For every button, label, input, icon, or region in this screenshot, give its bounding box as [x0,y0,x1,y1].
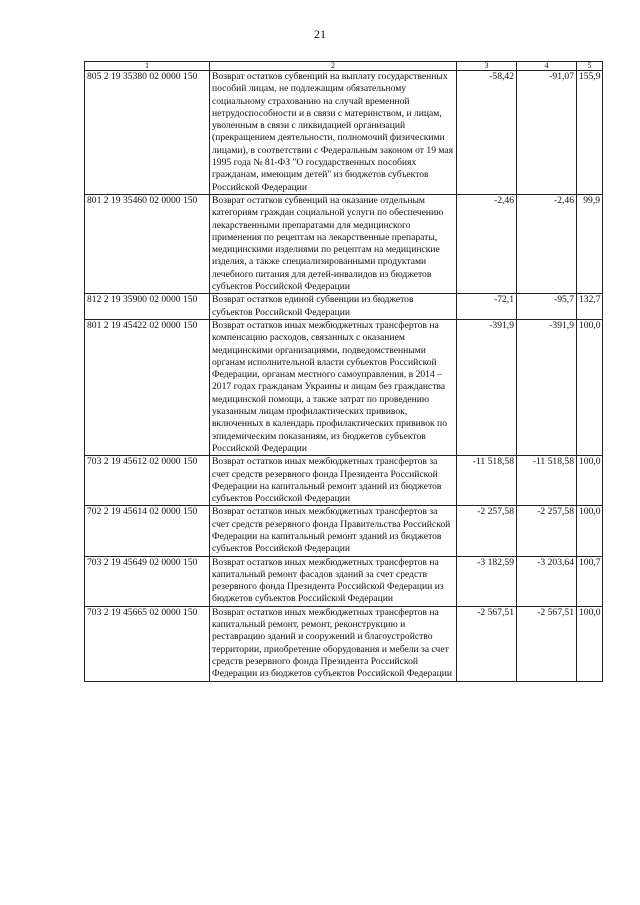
amount-approved-cell: -2,46 [457,194,517,293]
percent-executed-cell: 100,7 [577,556,603,606]
budget-code-cell: 801 2 19 45422 02 0000 150 [85,319,210,455]
table-row [85,456,603,506]
budget-code-cell: 812 2 19 35900 02 0000 150 [85,294,210,320]
column-header: 3 [457,62,517,71]
amount-approved-cell: -391,9 [457,319,517,455]
column-header: 2 [210,62,457,71]
amount-executed-cell: -2 567,51 [517,606,577,681]
description-cell: Возврат остатков иных межбюджетных трансфертов на капитальный ремонт фасадов зданий за счет средств резервного фонда Президента Российской Федерации из бюджетов субъектов Российской Федерации [210,556,457,606]
description-cell: Возврат остатков единой субвенции из бюджетов субъектов Российской Федерации [210,294,457,320]
description-cell: Возврат остатков иных межбюджетных трансфертов на компенсацию расходов, связанных с оказанием медицинскими организациями, подведомственными органам исполнительной власти субъектов Российской Федерации, органам местного самоуправления, в 2014 – 2017 годах гражданам Украины и лицам без гражданства медицинской помощи, а также затрат по проведению указанным лицам профилактических прививок, включенных в календарь профилактических прививок по эпидемическим показаниям, из бюджетов субъектов Российской Федерации [210,319,457,455]
budget-code-cell: 702 2 19 45614 02 0000 150 [85,506,210,556]
description-cell: Возврат остатков иных межбюджетных трансфертов на капитальный ремонт, ремонт, реконструкцию и реставрацию зданий и сооружений и благоустройство территории, приобретение оборудования и мебели за счет средств резервного фонда Президента Российской Федерации из бюджетов субъектов Российской Федерации [210,606,457,681]
percent-executed-cell: 99,9 [577,194,603,293]
budget-code-cell: 805 2 19 35380 02 0000 150 [85,71,210,195]
percent-executed-cell: 100,0 [577,319,603,455]
amount-executed-cell: -391,9 [517,319,577,455]
table-row [85,71,603,195]
column-header: 4 [517,62,577,71]
amount-executed-cell: -95,7 [517,294,577,320]
amount-approved-cell: -3 182,59 [457,556,517,606]
description-cell: Возврат остатков иных межбюджетных трансфертов за счет средств резервного фонда Президента Российской Федерации на капитальный ремонт зданий из бюджетов субъектов Российской Федерации [210,456,457,506]
amount-executed-cell: -2,46 [517,194,577,293]
column-header: 5 [577,62,603,71]
amount-executed-cell: -91,07 [517,71,577,195]
budget-code-cell: 703 2 19 45649 02 0000 150 [85,556,210,606]
percent-executed-cell: 100,0 [577,456,603,506]
description-cell: Возврат остатков субвенций на выплату государственных пособий лицам, не подлежащим обязательному социальному страхованию на случай временной нетрудоспособности и в связи с материнством, и лицам, уволенным в связи с ликвидацией организаций (прекращением деятельности, полномочий физическими лицами), в соответствии с Федеральным законом от 19 мая 1995 года № 81-ФЗ "О государственных пособиях гражданам, имеющим детей" из бюджетов субъектов Российской Федерации [210,71,457,195]
budget-code-cell: 703 2 19 45612 02 0000 150 [85,456,210,506]
percent-executed-cell: 155,9 [577,71,603,195]
budget-table [84,61,603,682]
table-row [85,506,603,556]
column-header: 1 [85,62,210,71]
amount-approved-cell: -2 257,58 [457,506,517,556]
description-cell: Возврат остатков субвенций на оказание отдельным категориям граждан социальной услуги по обеспечению лекарственными препаратами для медицинского применения по рецептам на лекарственные препараты, медицинскими изделиями по рецептам на медицинские изделия, а также специализированными продуктами лечебного питания для детей-инвалидов из бюджетов субъектов Российской Федерации [210,194,457,293]
amount-executed-cell: -2 257,58 [517,506,577,556]
page-number: 21 [314,27,326,41]
amount-executed-cell: -11 518,58 [517,456,577,506]
table-row [85,294,603,320]
table-row [85,606,603,681]
amount-executed-cell: -3 203,64 [517,556,577,606]
description-cell: Возврат остатков иных межбюджетных трансфертов за счет средств резервного фонда Правительства Российской Федерации на капитальный ремонт зданий из бюджетов субъектов Российской Федерации [210,506,457,556]
percent-executed-cell: 132,7 [577,294,603,320]
amount-approved-cell: -58,42 [457,71,517,195]
table-row [85,194,603,293]
amount-approved-cell: -2 567,51 [457,606,517,681]
table-header-row [85,62,603,71]
percent-executed-cell: 100,0 [577,506,603,556]
table-row [85,319,603,455]
amount-approved-cell: -72,1 [457,294,517,320]
budget-code-cell: 801 2 19 35460 02 0000 150 [85,194,210,293]
table-row [85,556,603,606]
amount-approved-cell: -11 518,58 [457,456,517,506]
percent-executed-cell: 100,0 [577,606,603,681]
budget-code-cell: 703 2 19 45665 02 0000 150 [85,606,210,681]
